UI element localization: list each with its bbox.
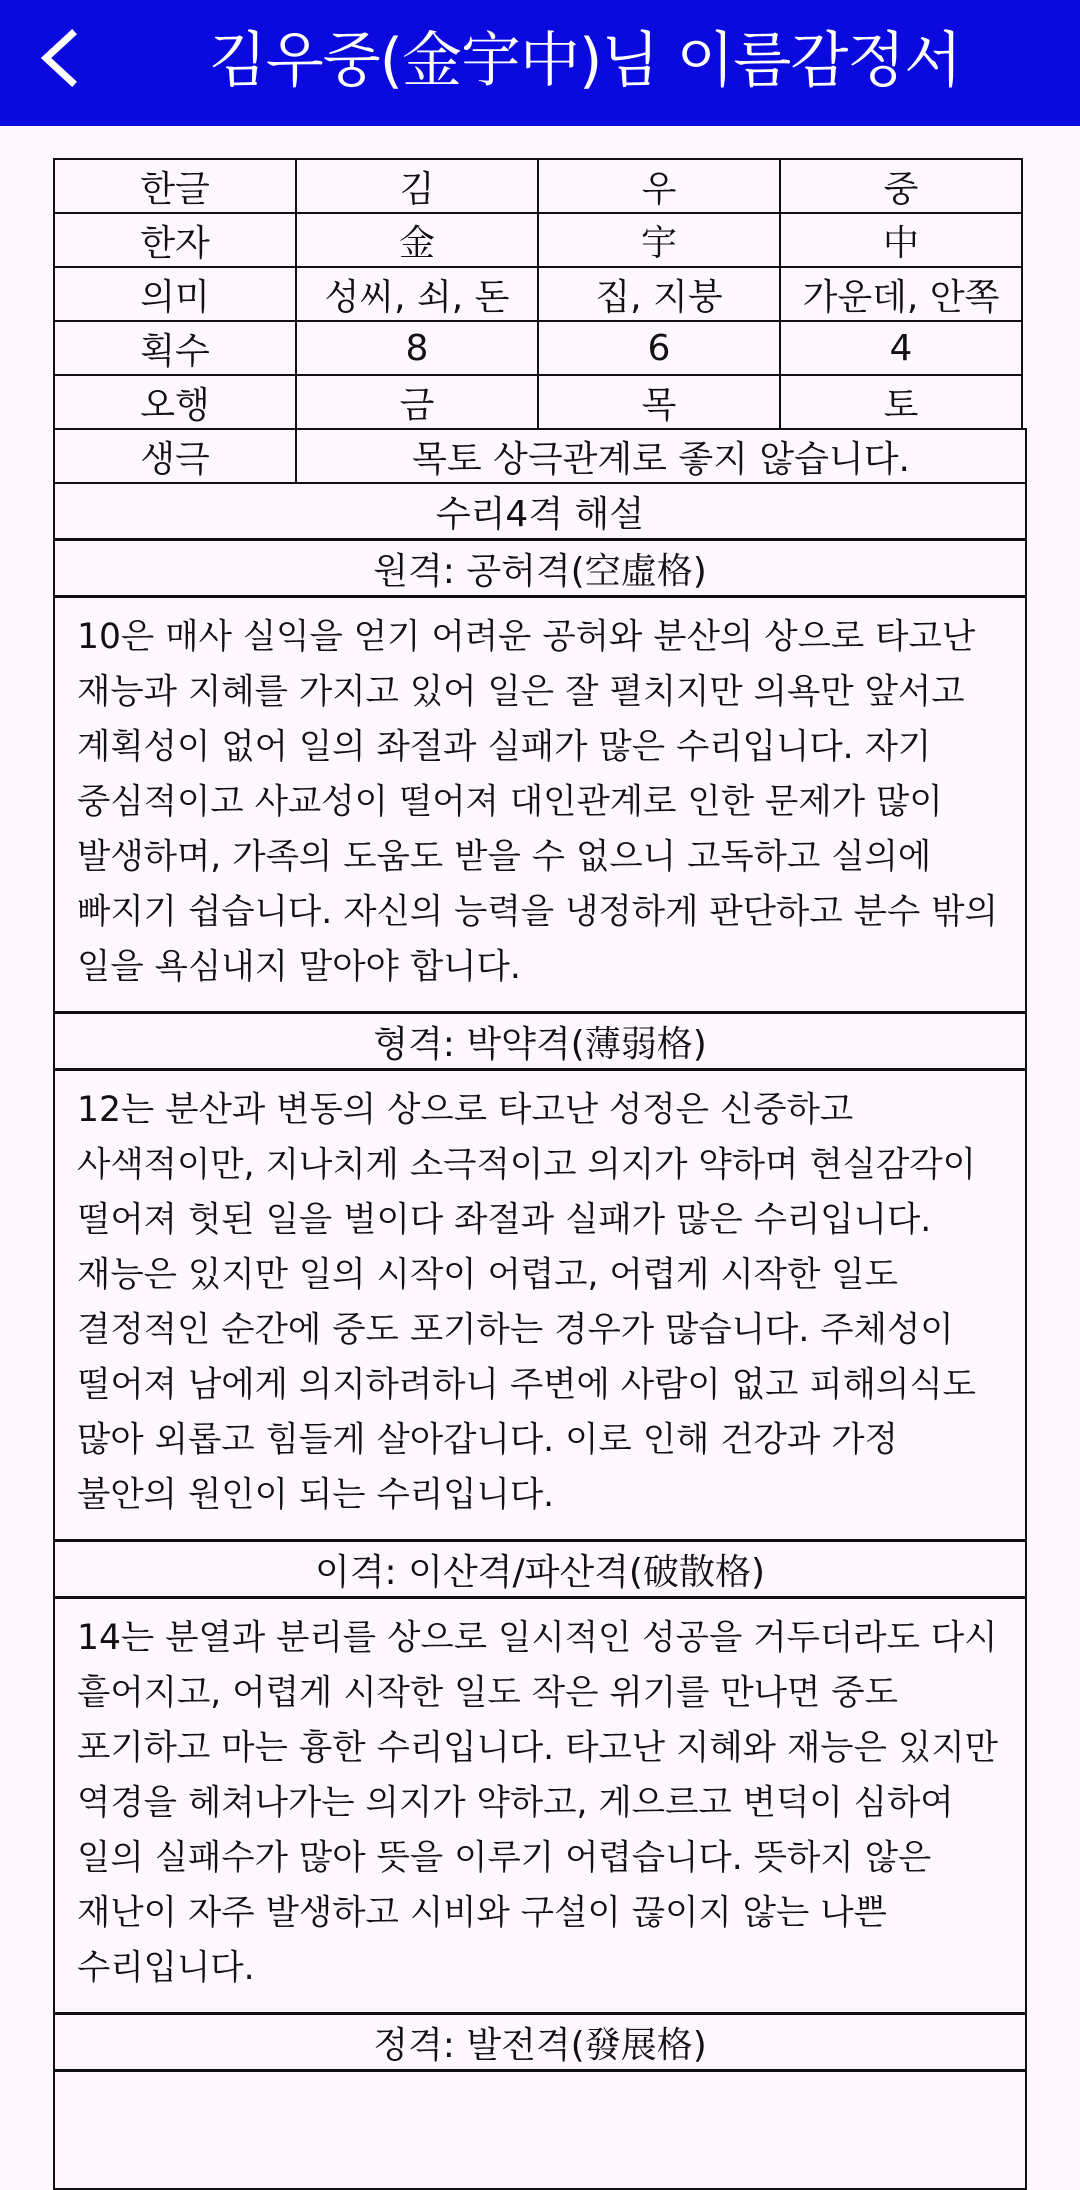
row-label: 생극 xyxy=(53,428,297,484)
app-bar xyxy=(0,0,1080,126)
hangul-name-2: 중 xyxy=(779,158,1023,214)
strokes-name-1: 6 xyxy=(537,320,781,376)
meaning-surname: 성씨, 쇠, 돈 xyxy=(295,266,539,322)
table-row-meaning xyxy=(54,267,1026,321)
name-analysis-report xyxy=(54,159,1026,2189)
element-surname: 금 xyxy=(295,374,539,430)
table-row-strokes xyxy=(54,321,1026,375)
relation-value: 목토 상극관계로 좋지 않습니다. xyxy=(295,428,1027,484)
section-text-wongyeok: 10은 매사 실익을 얻기 어려운 공허와 분산의 상으로 타고난 재능과 지혜를 가지고 있어 일은 잘 펼치지만 의욕만 앞서고 계획성이 없어 일의 좌절과 실패가 많은 수리입니다. 자기 중심적이고 사교성이 떨어져 대인관계로 인한 문제가 많이 발생하며, 가족의 도움도 받을 수 없으니 고독하고 실의에 빠지기 쉽습니다. 자신의 능력을 냉정하게 판단하고 분수 밖의 일을 욕심내지 말아야 합니다. xyxy=(53,596,1027,1013)
strokes-surname: 8 xyxy=(295,320,539,376)
table-row-hangul xyxy=(54,159,1026,213)
chevron-left-icon xyxy=(34,28,86,88)
row-label: 의미 xyxy=(53,266,297,322)
table-row-relation xyxy=(54,429,1026,483)
table-row-elements xyxy=(54,375,1026,429)
hanja-name-2: 中 xyxy=(779,212,1023,268)
element-name-1: 목 xyxy=(537,374,781,430)
back-button[interactable] xyxy=(20,18,100,98)
element-name-2: 토 xyxy=(779,374,1023,430)
row-label: 한글 xyxy=(53,158,297,214)
meaning-name-2: 가운데, 안쪽 xyxy=(779,266,1023,322)
row-label: 오행 xyxy=(53,374,297,430)
section-title-hyeonggyeok: 형격: 박약격(薄弱格) xyxy=(53,1012,1027,1070)
meaning-name-1: 집, 지붕 xyxy=(537,266,781,322)
hanja-name-1: 宇 xyxy=(537,212,781,268)
section-title-igyeok: 이격: 이산격/파산격(破散格) xyxy=(53,1540,1027,1598)
hangul-name-1: 우 xyxy=(537,158,781,214)
strokes-name-2: 4 xyxy=(779,320,1023,376)
section-title-jeonggyeok: 정격: 발전격(發展格) xyxy=(53,2013,1027,2071)
suri-heading: 수리4격 해설 xyxy=(53,482,1027,540)
row-label: 한자 xyxy=(53,212,297,268)
section-text-igyeok: 14는 분열과 분리를 상으로 일시적인 성공을 거두더라도 다시 흩어지고, 어렵게 시작한 일도 작은 위기를 만나면 중도 포기하고 마는 흉한 수리입니다. 타고난 지혜와 재능은 있지만 역경을 헤쳐나가는 의지가 약하고, 게으르고 변덕이 심하여 일의 실패수가 많아 뜻을 이루기 어렵습니다. 뜻하지 않은 재난이 자주 발생하고 시비와 구설이 끊이지 않는 나쁜 수리입니다. xyxy=(53,1597,1027,2014)
table-row-hanja xyxy=(54,213,1026,267)
row-label: 획수 xyxy=(53,320,297,376)
hangul-surname: 김 xyxy=(295,158,539,214)
section-text-jeonggyeok xyxy=(53,2070,1027,2190)
section-text-hyeonggyeok: 12는 분산과 변동의 상으로 타고난 성정은 신중하고 사색적이만, 지나치게 소극적이고 의지가 약하며 현실감각이 떨어져 헛된 일을 벌이다 좌절과 실패가 많은 수리입니다. 재능은 있지만 일의 시작이 어렵고, 어렵게 시작한 일도 결정적인 순간에 중도 포기하는 경우가 많습니다. 주체성이 떨어져 남에게 의지하려하니 주변에 사람이 없고 피해의식도 많아 외롭고 힘들게 살아갑니다. 이로 인해 건강과 가정 불안의 원인이 되는 수리입니다. xyxy=(53,1069,1027,1541)
page-title: 김우중(金宇中)님 이름감정서 xyxy=(208,26,962,96)
section-title-wongyeok: 원격: 공허격(空虛格) xyxy=(53,539,1027,597)
hanja-surname: 金 xyxy=(295,212,539,268)
